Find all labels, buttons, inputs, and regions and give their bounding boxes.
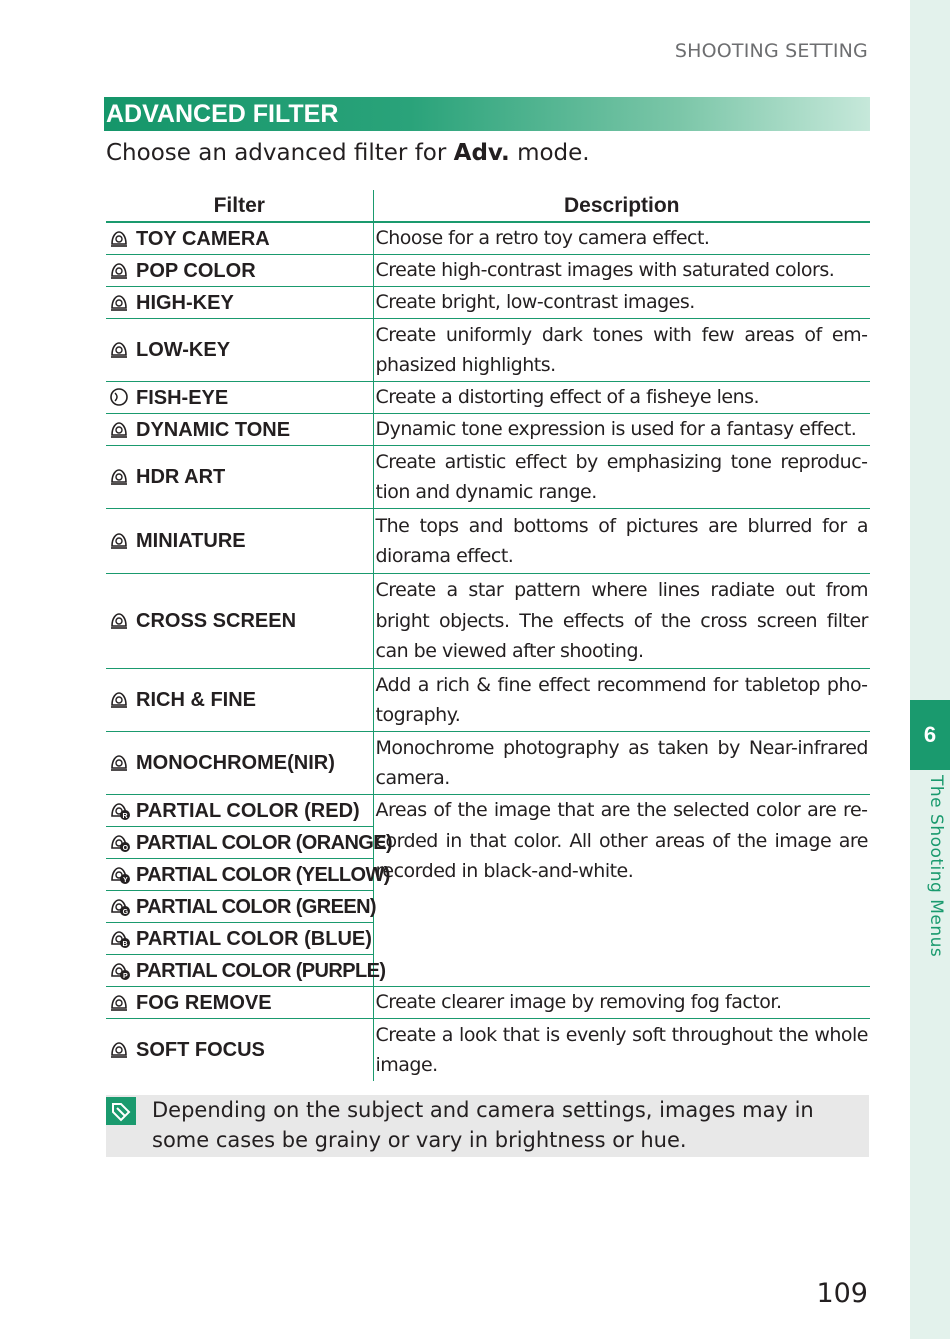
filter-name-cell bbox=[106, 732, 373, 795]
intro-text: Choose an advanced filter for Adv. mode. bbox=[106, 140, 590, 166]
filter-name-cell bbox=[106, 574, 373, 669]
note-text: Depending on the subject and camera settings, images may in some cases be grainy or vary in brightness or hue. bbox=[152, 1098, 814, 1152]
filter-name-cell bbox=[106, 669, 373, 732]
filter-column-header: Filter bbox=[106, 190, 373, 222]
partial-color-orange-icon bbox=[108, 831, 130, 853]
filter-description: Choose for a retro toy camera effect. bbox=[373, 222, 870, 255]
filter-name-cell bbox=[106, 955, 386, 987]
filter-name-cell bbox=[106, 414, 373, 446]
description-column-header: Description bbox=[373, 190, 870, 222]
filter-name: SOFT FOCUS bbox=[136, 1039, 265, 1061]
partial-color-blue-icon bbox=[108, 927, 130, 949]
chapter-side-strip bbox=[910, 0, 950, 1339]
filter-name-cell bbox=[106, 827, 393, 859]
filter-name-cell bbox=[106, 319, 373, 382]
hdr-art-icon bbox=[108, 465, 130, 487]
filter-name-cell bbox=[106, 287, 373, 319]
filter-description: Create clearer image by removing fog factor. bbox=[373, 987, 870, 1019]
page-number: 109 bbox=[816, 1278, 868, 1309]
fog-remove-icon bbox=[108, 991, 130, 1013]
filter-name-cell bbox=[106, 446, 373, 509]
filter-name: MINIATURE bbox=[136, 530, 246, 552]
filter-description: Create artistic effect by emphasizing tone reproduction and dynamic range. bbox=[373, 446, 870, 509]
filter-name-cell bbox=[106, 987, 373, 1019]
filter-name-cell bbox=[106, 795, 373, 827]
svg-text:B: B bbox=[122, 940, 128, 948]
filter-name: LOW-KEY bbox=[136, 339, 231, 361]
filter-name: PARTIAL COLOR (BLUE) bbox=[136, 927, 372, 950]
dynamic-tone-icon bbox=[108, 418, 130, 440]
soft-focus-icon bbox=[108, 1038, 130, 1060]
chapter-number-tab: 6 bbox=[910, 700, 950, 770]
partial-color-purple-icon bbox=[108, 959, 130, 981]
table-row bbox=[106, 574, 870, 669]
svg-text:G: G bbox=[122, 908, 128, 916]
table-row bbox=[106, 732, 870, 795]
filter-name: POP COLOR bbox=[136, 259, 256, 282]
filter-name: HIGH-KEY bbox=[136, 291, 234, 314]
filter-description: Create a look that is evenly soft throughout the whole image. bbox=[375, 1023, 868, 1076]
svg-text:Y: Y bbox=[122, 876, 128, 884]
filter-table bbox=[106, 190, 870, 1081]
table-row bbox=[106, 382, 870, 414]
chapter-title: The Shooting Menus bbox=[926, 775, 946, 958]
section-title: ADVANCED FILTER bbox=[104, 97, 870, 131]
fish-eye-icon bbox=[108, 386, 130, 408]
table-row bbox=[106, 319, 870, 382]
filter-name: FISH-EYE bbox=[136, 386, 229, 409]
partial-color-red-icon bbox=[108, 799, 130, 821]
table-row bbox=[106, 255, 870, 287]
filter-name-cell bbox=[106, 891, 376, 923]
low-key-icon bbox=[108, 338, 130, 360]
table-row bbox=[106, 287, 870, 319]
high-key-icon bbox=[108, 291, 130, 313]
filter-name: MONOCHROME(NIR) bbox=[136, 752, 335, 774]
filter-name: PARTIAL COLOR (PURPLE) bbox=[136, 959, 386, 982]
filter-name-cell bbox=[106, 859, 390, 891]
filter-name: DYNAMIC TONE bbox=[136, 418, 291, 441]
filter-name: CROSS SCREEN bbox=[136, 610, 297, 632]
filter-name: RICH & FINE bbox=[136, 689, 256, 711]
rich-fine-icon bbox=[108, 688, 130, 710]
filter-description: Dynamic tone expression is used for a fantasy effect. bbox=[373, 414, 870, 446]
filter-description: Create a star pattern where lines radiate out from bright objects. The effects of the cross screen filter can be viewed after shooting. bbox=[373, 574, 870, 669]
filter-name-cell bbox=[106, 222, 373, 255]
filter-name-cell bbox=[106, 509, 373, 574]
table-row bbox=[106, 669, 870, 732]
running-head: SHOOTING SETTING bbox=[674, 40, 868, 62]
filter-description: Areas of the image that are the selected color are recorded in that color. All other areas of the image are recorded in black-and-white. bbox=[373, 795, 870, 987]
filter-description: The tops and bottoms of pictures are blurred for a diorama effect. bbox=[373, 509, 870, 574]
table-row bbox=[106, 509, 870, 574]
table-row bbox=[106, 1019, 870, 1082]
table-row bbox=[106, 795, 870, 827]
table-row bbox=[106, 446, 870, 509]
table-row bbox=[106, 987, 870, 1019]
svg-text:O: O bbox=[122, 844, 128, 852]
filter-name: PARTIAL COLOR (RED) bbox=[136, 799, 360, 822]
note-box bbox=[106, 1095, 869, 1157]
filter-description: Create uniformly dark tones with few areas of emphasized highlights. bbox=[373, 319, 870, 382]
filter-name-cell bbox=[106, 255, 373, 287]
toy-camera-icon bbox=[108, 227, 130, 249]
filter-description: Create bright, low-contrast images. bbox=[373, 287, 870, 319]
svg-text:P: P bbox=[122, 972, 128, 980]
table-row bbox=[106, 222, 870, 255]
cross-screen-icon bbox=[108, 609, 130, 631]
partial-color-green-icon bbox=[108, 895, 130, 917]
partial-color-yellow-icon bbox=[108, 863, 130, 885]
miniature-icon bbox=[108, 529, 130, 551]
filter-description: Add a rich & fine effect recommend for tabletop photography. bbox=[373, 669, 870, 732]
filter-name: TOY CAMERA bbox=[136, 227, 270, 250]
filter-description: Monochrome photography as taken by Near-infrared camera. bbox=[373, 732, 870, 795]
filter-name-cell bbox=[106, 923, 373, 955]
monochrome-nir-icon bbox=[108, 751, 130, 773]
filter-description: Create high-contrast images with saturated colors. bbox=[373, 255, 870, 287]
note-icon bbox=[106, 1097, 136, 1125]
filter-name: PARTIAL COLOR (ORANGE) bbox=[136, 831, 393, 854]
table-row bbox=[106, 414, 870, 446]
filter-name-cell bbox=[106, 382, 373, 414]
filter-description: Create a distorting effect of a fisheye lens. bbox=[373, 382, 870, 414]
pop-color-icon bbox=[108, 259, 130, 281]
filter-name: PARTIAL COLOR (YELLOW) bbox=[136, 863, 390, 886]
filter-name: HDR ART bbox=[136, 466, 226, 488]
filter-name-cell bbox=[106, 1019, 373, 1082]
filter-name: FOG REMOVE bbox=[136, 991, 272, 1014]
filter-name: PARTIAL COLOR (GREEN) bbox=[136, 895, 376, 918]
svg-text:R: R bbox=[122, 812, 128, 820]
